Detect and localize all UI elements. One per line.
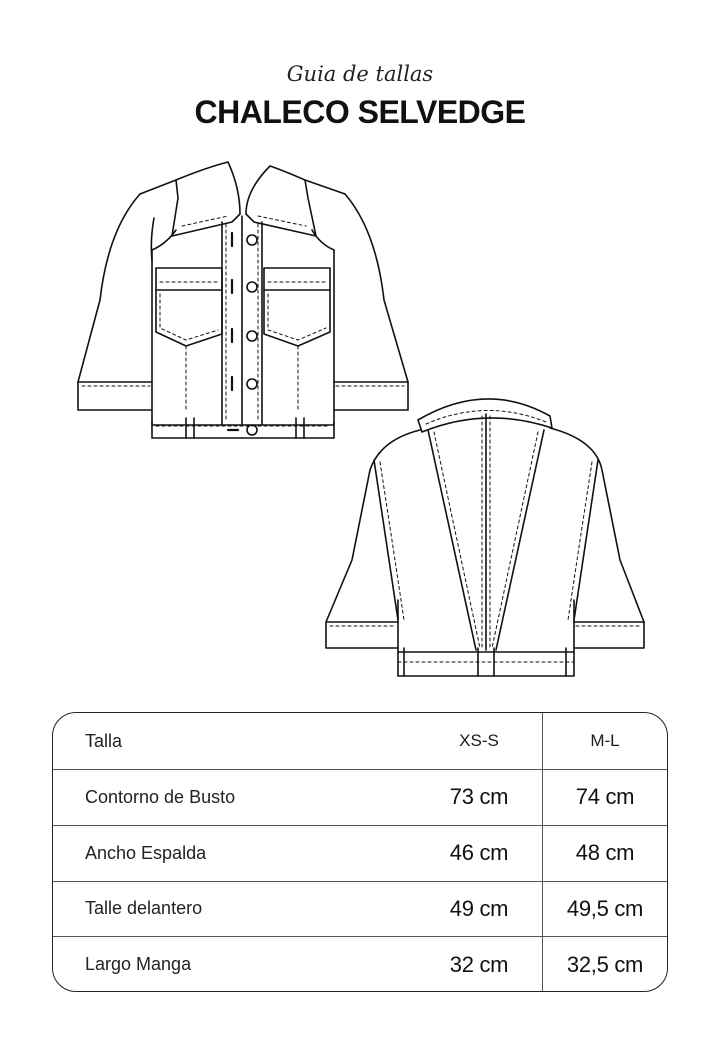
table-row	[53, 825, 667, 882]
size-table	[52, 712, 668, 992]
row-label: Ancho Espalda	[85, 842, 207, 863]
value-m-l: 49,5 cm	[566, 895, 644, 921]
value-m-l: 48 cm	[575, 840, 635, 865]
jacket-front-illustration	[78, 162, 408, 438]
table-row	[53, 769, 667, 826]
jacket-back-illustration	[326, 399, 644, 676]
row-label: Contorno de Busto	[85, 786, 236, 807]
column-header-xs-s: XS-S	[459, 731, 499, 750]
row-label: Talle delantero	[85, 898, 203, 918]
value-m-l: 74 cm	[575, 784, 635, 809]
page-title: CHALECO SELVEDGE	[194, 94, 526, 130]
value-xs-s: 46 cm	[449, 840, 509, 865]
row-label: Largo Manga	[85, 954, 192, 974]
column-header-size: Talla	[85, 730, 123, 751]
table-row	[53, 881, 667, 937]
table-row	[53, 936, 667, 992]
column-header-m-l: M-L	[590, 731, 620, 750]
size-guide-subtitle: Guia de tallas	[286, 62, 434, 86]
value-m-l: 32,5 cm	[566, 951, 644, 977]
table-header-row	[53, 713, 667, 770]
value-xs-s: 73 cm	[449, 784, 509, 809]
value-xs-s: 49 cm	[449, 895, 509, 921]
value-xs-s: 32 cm	[449, 951, 509, 977]
